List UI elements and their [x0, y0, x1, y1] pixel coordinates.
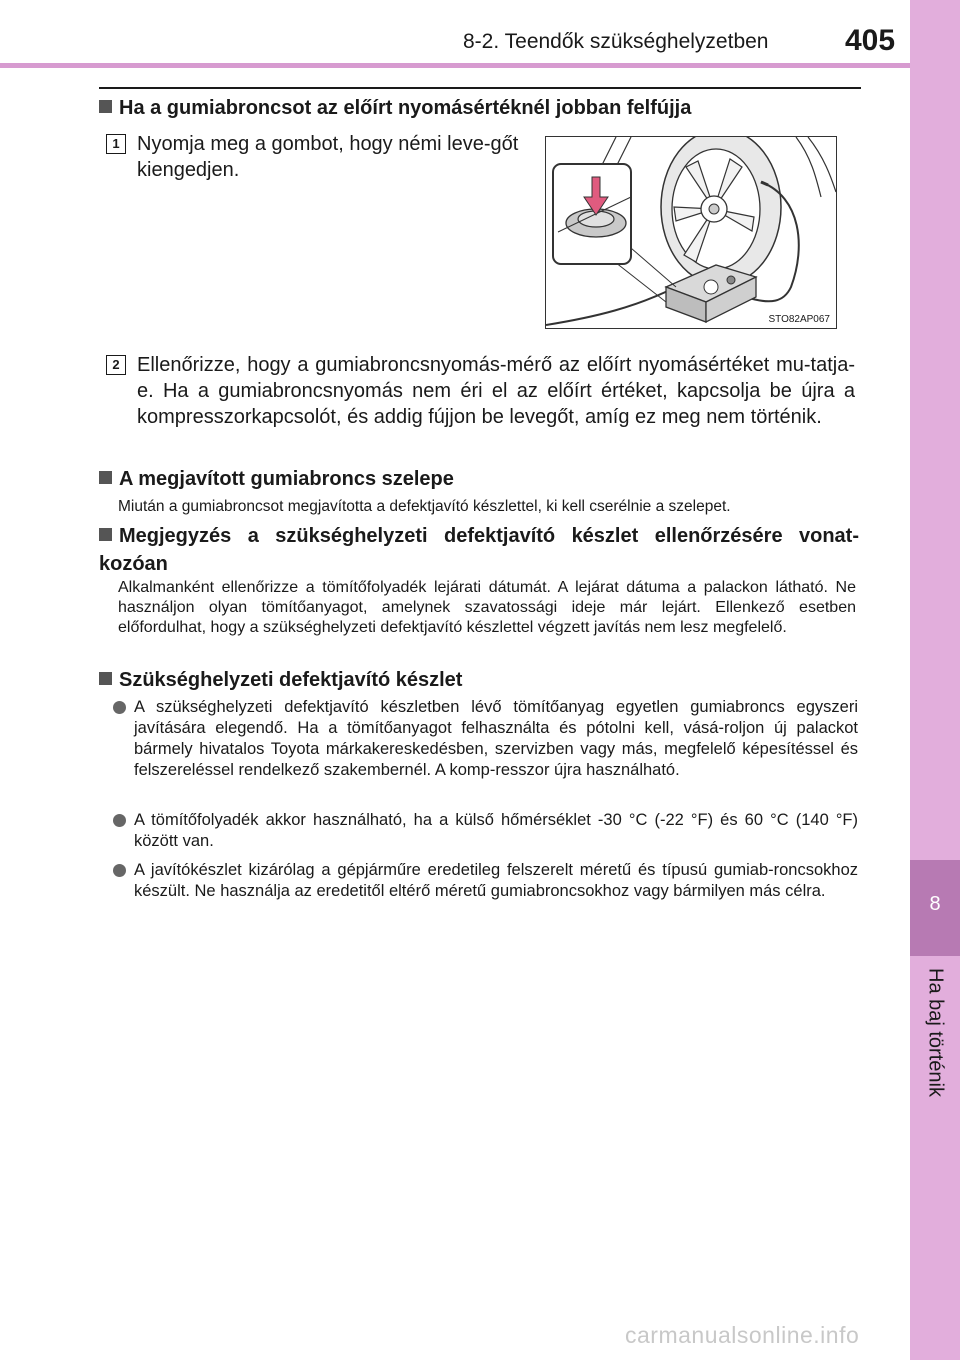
step-1-text: Nyomja meg a gombot, hogy némi leve-gőt kiengedjen.	[137, 133, 519, 181]
inspection-note: Alkalmanként ellenőrizze a tömítőfolyadék lejárati dátumát. A lejárat dátuma a palackon látható. Ne használjon olyan tömítőanyagot, amelynek szavatossági ideje már lejárt. Ellenkező esetben előfordulhat, hogy a szükséghelyzeti defektjavító készlettel végzett javítás nem lesz megfelelő.	[118, 579, 856, 636]
kit-bullet-1	[113, 697, 858, 802]
step-2-badge: 2	[106, 355, 126, 375]
header-divider	[0, 63, 910, 68]
step-1-badge: 1	[106, 134, 126, 154]
bullet-text: A javítókészlet kizárólag a gépjárműre eredetileg felszerelt méretű és típusú gumiab-roncsokhoz készült. Ne használja az eredetitől eltérő méretű gumiabroncsokhoz vagy bármilyen más célra.	[134, 861, 858, 900]
bullet-dot-icon	[113, 814, 126, 827]
heading-valve	[99, 465, 859, 493]
chapter-number: 8	[929, 893, 941, 915]
section-square-icon	[99, 528, 112, 541]
bullet-dot-icon	[113, 864, 126, 877]
heading-text: Szükséghelyzeti defektjavító készlet	[119, 669, 463, 691]
chapter-label-container	[915, 968, 955, 1108]
kit-bullet-3	[113, 860, 858, 926]
section-square-icon	[99, 672, 112, 685]
chapter-side-tab	[910, 0, 960, 1360]
page-number: 405	[845, 24, 896, 57]
valve-note: Miután a gumiabroncsot megjavította a defektjavító készlettel, ki kell cserélnie a szelepet.	[118, 498, 731, 515]
bullet-dot-icon	[113, 701, 126, 714]
figure-code: STO82AP067	[768, 314, 830, 325]
tire-compressor-drawing	[546, 137, 837, 329]
section-square-icon	[99, 100, 112, 113]
heading-inspection	[99, 522, 859, 578]
step-2-text: Ellenőrizze, hogy a gumiabroncsnyomás-mérő az előírt nyomásértéket mu-tatja-e. Ha a gumiabroncsnyomás nem éri el az előírt értéket, kapcsolja be újra a kompresszorkapcsolót, és addig fújjon be levegőt, amíg ez meg nem történik.	[137, 354, 855, 428]
heading-text: A megjavított gumiabroncs szelepe	[119, 468, 454, 490]
content-top-rule	[99, 87, 861, 89]
section-square-icon	[99, 471, 112, 484]
heading-text: Ha a gumiabroncsot az előírt nyomásértéknél jobban felfújja	[119, 97, 692, 119]
kit-bullet-2	[113, 810, 858, 854]
heading-kit	[99, 666, 859, 694]
chapter-label: Ha baj történik	[924, 968, 947, 1097]
watermark-text: carmanualsonline.info	[625, 1322, 860, 1348]
bullet-text: A szükséghelyzeti defektjavító készletben lévő tömítőanyag egyetlen gumiabroncs egyszeri javítására elegendő. Ha a tömítőanyagot felhasználta és pótolni kell, vásá-roljon új palackot bármely hivatalos Toyota márkakereskedésben, szervizben vagy más, megfelelő képesítéssel és felszereléssel rendelkező szakembernél. A komp-resszor újra használható.	[134, 698, 858, 779]
bullet-text: A tömítőfolyadék akkor használható, ha a külső hőmérséklet -30 °C (-22 °F) és 60 °C (140 °F) között van.	[134, 811, 858, 850]
heading-text: Megjegyzés a szükséghelyzeti defektjavító készlet ellenőrzésére vonat-kozóan	[99, 525, 859, 575]
section-title: 8-2. Teendők szükséghelyzetben	[463, 30, 769, 53]
compressor-illustration	[545, 136, 837, 329]
heading-overinflated	[99, 94, 859, 122]
